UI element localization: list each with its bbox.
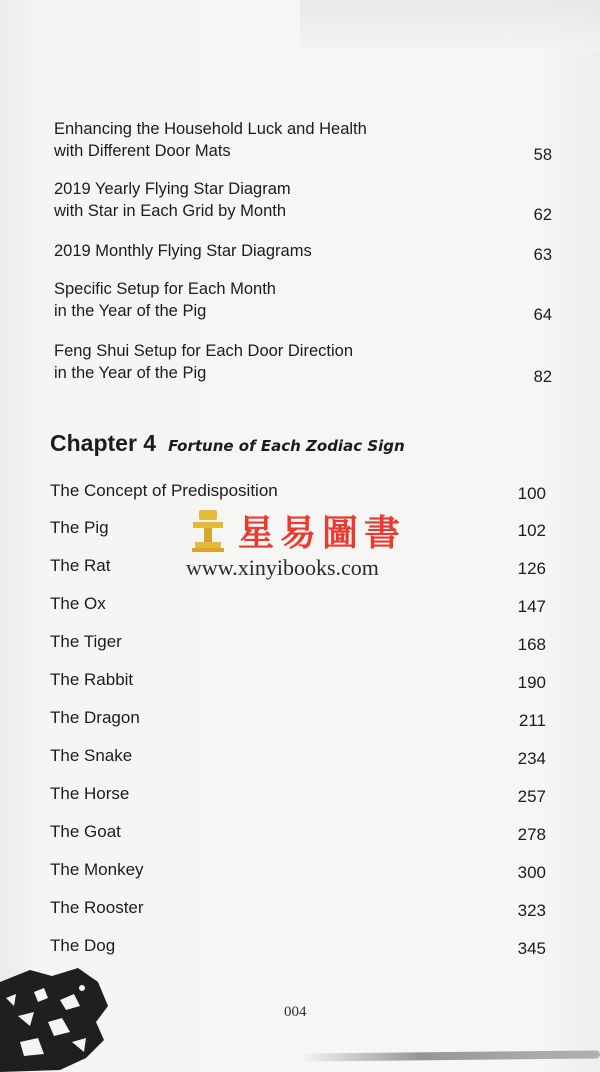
- row-page-number: 126: [517, 559, 546, 578]
- xinyi-logo-icon: [190, 508, 226, 554]
- row-page-number: 234: [517, 749, 546, 768]
- toc-row: [50, 593, 546, 615]
- row-page-number: 323: [517, 901, 546, 920]
- toc-row: [50, 859, 546, 881]
- entry-title-line: 2019 Yearly Flying Star Diagram: [54, 180, 291, 198]
- row-page-number: 190: [517, 673, 546, 692]
- row-title: The Monkey: [50, 860, 144, 879]
- chapter-subtitle: Fortune of Each Zodiac Sign: [168, 437, 405, 455]
- toc-entry: [54, 278, 552, 322]
- toc-row: [50, 935, 546, 957]
- row-title: The Rooster: [50, 898, 144, 917]
- entry-title-line: Enhancing the Household Luck and Health: [54, 120, 367, 138]
- entry-title-line: with Star in Each Grid by Month: [54, 202, 287, 220]
- toc-entry: [54, 118, 552, 162]
- row-page-number: 257: [517, 787, 546, 806]
- row-title: The Rabbit: [50, 670, 134, 689]
- entry-page-number: 63: [533, 246, 552, 264]
- row-title: The Concept of Predisposition: [50, 481, 278, 500]
- entry-page-number: 82: [533, 368, 552, 386]
- row-page-number: 278: [517, 825, 546, 844]
- entry-title-line: with Different Door Mats: [54, 142, 231, 160]
- row-title: The Snake: [50, 746, 133, 765]
- publisher-url: www.xinyibooks.com: [186, 555, 379, 580]
- row-title: The Pig: [50, 518, 109, 537]
- row-page-number: 168: [517, 635, 546, 654]
- toc-row: [50, 707, 546, 729]
- publisher-watermark: [190, 505, 406, 556]
- row-title: The Horse: [50, 784, 130, 803]
- row-page-number: 211: [518, 711, 546, 730]
- entry-title-line: Feng Shui Setup for Each Door Direction: [54, 342, 353, 360]
- entry-title-line: in the Year of the Pig: [54, 302, 207, 320]
- toc-row: [50, 669, 546, 691]
- row-page-number: 100: [517, 484, 546, 503]
- row-title: The Tiger: [50, 632, 122, 651]
- entry-title-line: 2019 Monthly Flying Star Diagrams: [54, 242, 312, 260]
- page-number: 004: [284, 1004, 307, 1020]
- entry-page-number: 62: [533, 206, 552, 224]
- toc-entry: [54, 340, 552, 384]
- row-page-number: 300: [517, 863, 546, 882]
- row-title: The Dog: [50, 936, 116, 955]
- chapter-label: Chapter 4: [50, 430, 157, 456]
- toc-row: [50, 480, 546, 502]
- toc-row: [50, 745, 546, 767]
- row-title: The Rat: [50, 556, 111, 575]
- toc-entry: [54, 240, 552, 262]
- toc-row: [50, 821, 546, 843]
- row-title: The Goat: [50, 822, 121, 841]
- entry-title-line: Specific Setup for Each Month: [54, 280, 276, 298]
- row-page-number: 102: [517, 521, 546, 540]
- entry-page-number: 58: [533, 146, 552, 164]
- entry-title-line: in the Year of the Pig: [54, 364, 207, 382]
- row-title: The Ox: [50, 594, 106, 613]
- toc-row: [50, 897, 546, 919]
- toc-entry: [54, 178, 552, 222]
- row-title: The Dragon: [50, 708, 140, 727]
- chapter-heading: [50, 430, 405, 457]
- publisher-name-chinese: 星易圖書: [238, 512, 407, 554]
- toc-row: [50, 631, 546, 653]
- entry-page-number: 64: [533, 306, 552, 324]
- row-page-number: 147: [517, 597, 546, 616]
- page-top-shadow: [300, 0, 600, 50]
- brush-stroke-decoration: [300, 1050, 600, 1061]
- row-page-number: 345: [517, 939, 546, 958]
- toc-row: [50, 783, 546, 805]
- boar-papercut-icon: [0, 962, 110, 1072]
